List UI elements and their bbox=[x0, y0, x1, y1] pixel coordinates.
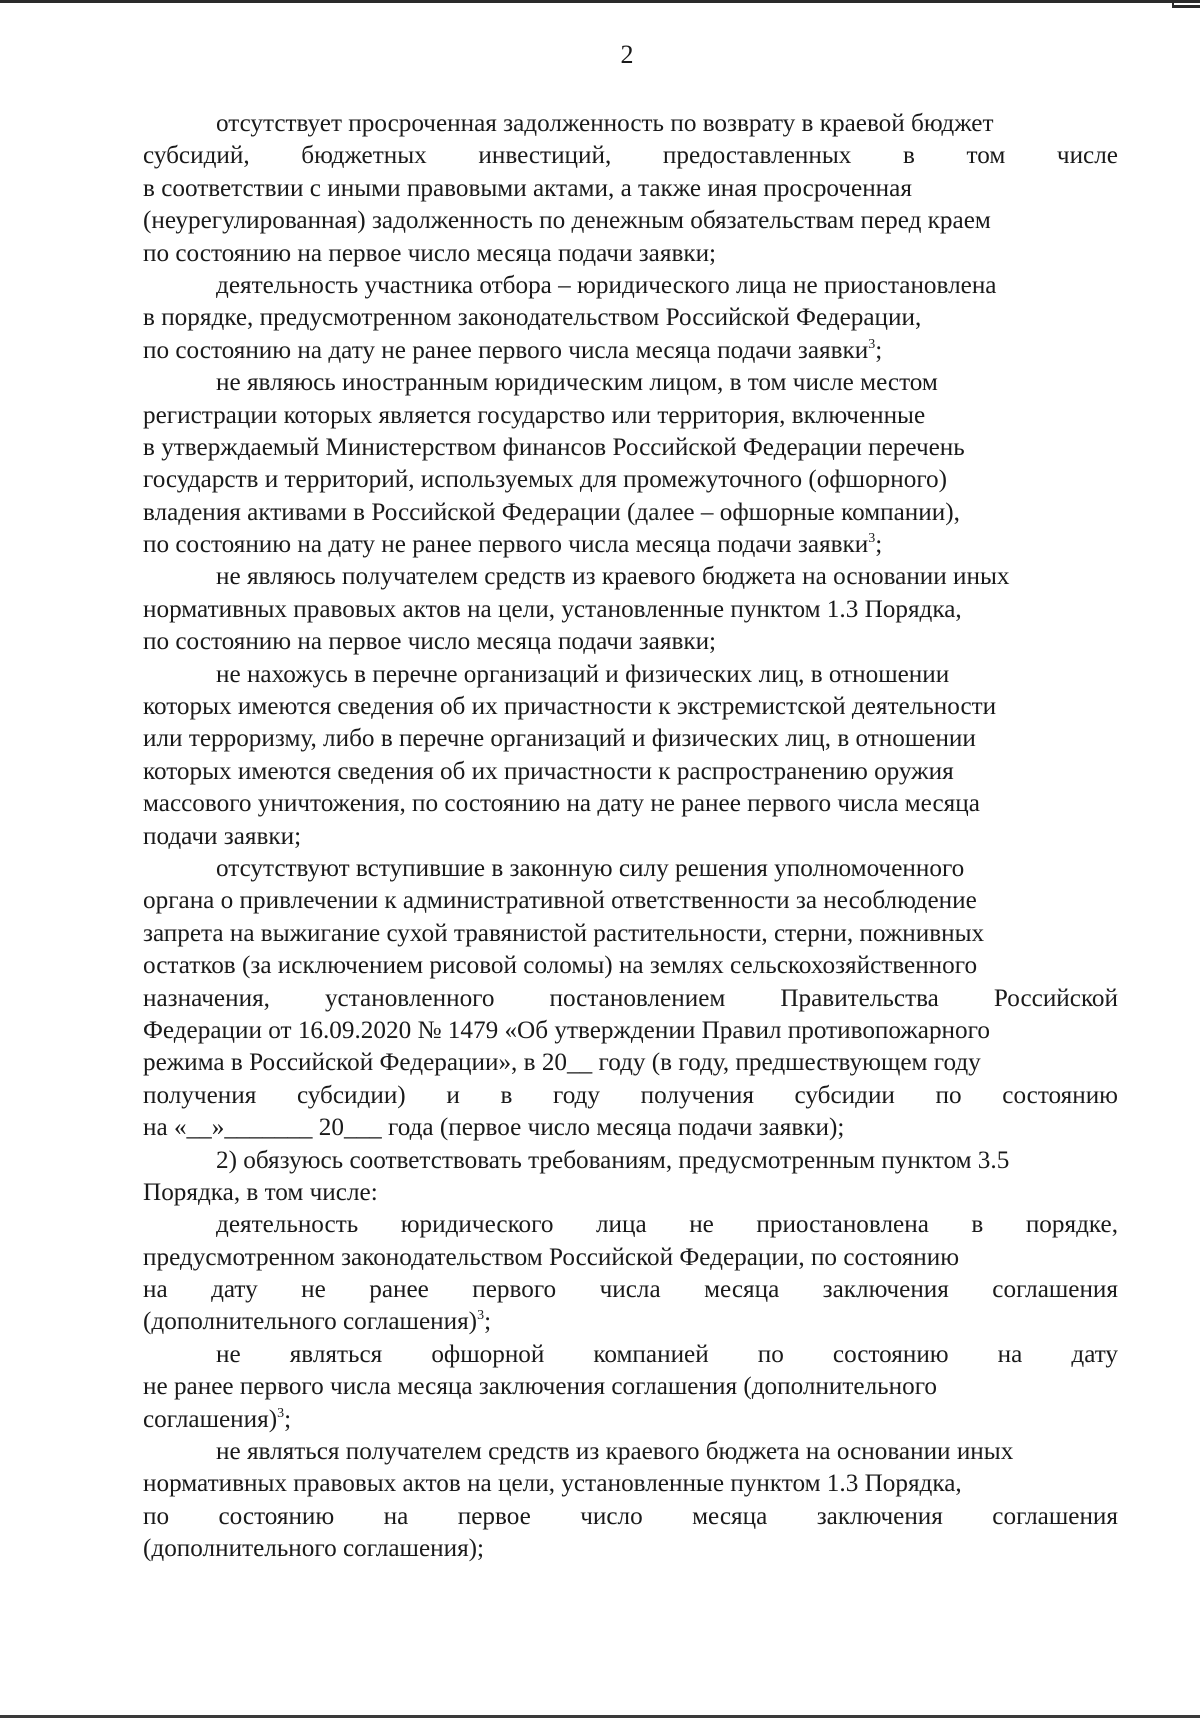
text-line: (неурегулированная) задолженность по денежным обязательствам перед краем bbox=[143, 207, 991, 235]
text-fragment: по состоянию на дату не ранее первого числа месяца подачи заявки bbox=[143, 336, 869, 364]
top-right-corner-mark bbox=[1172, 0, 1200, 8]
text-line: запрета на выжигание сухой травянистой растительности, стерни, пожнивных bbox=[143, 919, 985, 947]
text-line bbox=[143, 529, 1118, 561]
text-line bbox=[143, 335, 1118, 367]
text-line: на «__»_______ 20___ года (первое число месяца подачи заявки); bbox=[143, 1114, 845, 1142]
text-line: деятельность юридического лица не приостановлена в порядке, bbox=[216, 1211, 1118, 1239]
text-line: или терроризму, либо в перечне организаций и физических лиц, в отношении bbox=[143, 725, 976, 753]
footnote-ref: 3 bbox=[868, 531, 876, 547]
text-line: регистрации которых является государство или территория, включенные bbox=[143, 401, 926, 429]
text-line: (дополнительного соглашения); bbox=[143, 1535, 485, 1563]
text-line: назначения, установленного постановлением Правительства Российской bbox=[143, 984, 1118, 1012]
paragraph-not-in-extremist-list bbox=[143, 659, 1118, 853]
text-line: в утверждаемый Министерством финансов Российской Федерации перечень bbox=[143, 433, 965, 461]
text-line: подачи заявки; bbox=[143, 822, 302, 850]
text-line: по состоянию на первое число месяца подачи заявки; bbox=[143, 239, 717, 267]
text-line: владения активами в Российской Федерации (далее – офшорные компании), bbox=[143, 498, 960, 526]
text-line: получения субсидии) и в году получения субсидии по состоянию bbox=[143, 1081, 1118, 1109]
paragraph-obligation-clause bbox=[143, 1145, 1118, 1210]
line-end: ; bbox=[284, 1405, 292, 1433]
line-end: ; bbox=[484, 1308, 492, 1336]
text-line: которых имеются сведения об их причастности к распространению оружия bbox=[143, 757, 954, 785]
text-line: не являться получателем средств из краевого бюджета на основании иных bbox=[216, 1438, 1014, 1466]
text-line bbox=[143, 1404, 1118, 1436]
line-end: ; bbox=[875, 336, 883, 364]
text-line: режима в Российской Федерации», в 20__ году (в году, предшествующем году bbox=[143, 1049, 981, 1077]
text-line: органа о привлечении к административной ответственности за несоблюдение bbox=[143, 887, 977, 915]
text-line: предусмотренном законодательством Российской Федерации, по состоянию bbox=[143, 1243, 960, 1271]
text-line: 2) обязуюсь соответствовать требованиям, предусмотренным пунктом 3.5 bbox=[216, 1146, 1010, 1174]
paragraph-not-foreign-entity bbox=[143, 367, 1118, 561]
text-line: нормативных правовых актов на цели, установленные пунктом 1.3 Порядка, bbox=[143, 1470, 962, 1498]
text-line: нормативных правовых актов на цели, установленные пунктом 1.3 Порядка, bbox=[143, 595, 962, 623]
text-line: не ранее первого числа месяца заключения соглашения (дополнительного bbox=[143, 1373, 938, 1401]
footnote-ref: 3 bbox=[277, 1405, 285, 1421]
text-line bbox=[143, 1306, 1118, 1338]
text-line: Федерации от 16.09.2020 № 1479 «Об утверждении Правил противопожарного bbox=[143, 1016, 990, 1044]
paragraph-legal-entity-activity bbox=[143, 1209, 1118, 1339]
text-line: по состоянию на первое число месяца заключения соглашения bbox=[143, 1502, 1118, 1530]
paragraph-not-recipient bbox=[143, 561, 1118, 658]
text-line: отсутствуют вступившие в законную силу решения уполномоченного bbox=[216, 854, 965, 882]
text-line: субсидий, бюджетных инвестиций, предоставленных в том числе bbox=[143, 142, 1118, 170]
text-line: не являюсь получателем средств из краевого бюджета на основании иных bbox=[216, 563, 1010, 591]
paragraph-overdue-debt bbox=[143, 108, 1118, 270]
top-scan-border bbox=[0, 0, 1200, 3]
text-line: в порядке, предусмотренном законодательством Российской Федерации, bbox=[143, 304, 922, 332]
paragraph-not-recipient-at-agreement bbox=[143, 1436, 1118, 1566]
text-line: в соответствии с иными правовыми актами, а также иная просроченная bbox=[143, 174, 912, 202]
text-fragment: соглашения) bbox=[143, 1405, 278, 1433]
text-line: которых имеются сведения об их причастности к экстремистской деятельности bbox=[143, 693, 997, 721]
text-line: массового уничтожения, по состоянию на дату не ранее первого числа месяца bbox=[143, 790, 980, 818]
text-fragment: по состоянию на дату не ранее первого числа месяца подачи заявки bbox=[143, 531, 869, 559]
document-body bbox=[143, 108, 1118, 1566]
text-line: отсутствует просроченная задолженность по возврату в краевой бюджет bbox=[216, 110, 994, 137]
text-line: государств и территорий, используемых для промежуточного (офшорного) bbox=[143, 466, 948, 494]
footnote-ref: 3 bbox=[868, 336, 876, 352]
text-line: не нахожусь в перечне организаций и физических лиц, в отношении bbox=[216, 660, 950, 688]
text-line: по состоянию на первое число месяца подачи заявки; bbox=[143, 628, 717, 656]
footnote-ref: 3 bbox=[477, 1308, 485, 1324]
text-line: не являться офшорной компанией по состоянию на дату bbox=[216, 1340, 1118, 1368]
line-end: ; bbox=[875, 531, 883, 559]
text-line: не являюсь иностранным юридическим лицом, в том числе местом bbox=[216, 369, 938, 397]
text-line: на дату не ранее первого числа месяца заключения соглашения bbox=[143, 1276, 1118, 1304]
bottom-scan-border bbox=[0, 1715, 1200, 1718]
text-line: остатков (за исключением рисовой соломы) на землях сельскохозяйственного bbox=[143, 952, 978, 980]
paragraph-activity-not-suspended bbox=[143, 270, 1118, 367]
text-line: Порядка, в том числе: bbox=[143, 1178, 378, 1206]
text-fragment: (дополнительного соглашения) bbox=[143, 1308, 478, 1336]
page-number: 2 bbox=[620, 40, 634, 69]
paragraph-no-fire-violations bbox=[143, 853, 1118, 1145]
text-line: деятельность участника отбора – юридического лица не приостановлена bbox=[216, 271, 997, 299]
paragraph-not-offshore bbox=[143, 1339, 1118, 1436]
